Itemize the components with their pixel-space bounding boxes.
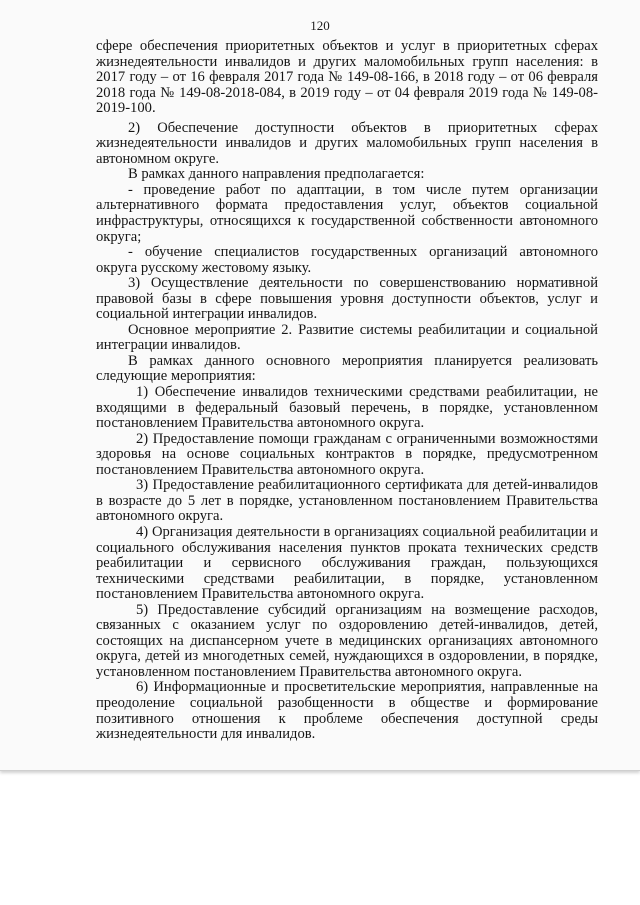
page-number: 120 (310, 18, 330, 33)
paragraph-bullet-training: - обучение специалистов государственных организаций автономного округа русскому жестовому языку. (96, 244, 598, 276)
paragraph-measure-3: 3) Предоставление реабилитационного сертификата для детей-инвалидов в возрасте до 5 лет в порядке, установленном постановлением Правительства автономного округа. (96, 477, 598, 525)
paragraph-measure-2: 2) Предоставление помощи гражданам с ограниченными возможностями здоровья на основе социальных контрактов в порядке, предусмотренном постановлением Правительства автономного округа. (96, 430, 598, 478)
paragraph-bullet-adaptation: - проведение работ по адаптации, в том числе путем организации альтернативного формата предоставления услуг, объектов социальной инфраструктуры, относящихся к государственной собственности автономного округа; (96, 181, 598, 245)
paragraph-direction-intro: В рамках данного направления предполагается: (128, 166, 425, 183)
paragraph-main-activity-2: Основное мероприятие 2. Развитие системы реабилитации и социальной интеграции инвалидов. (96, 321, 598, 354)
paragraph-continuation: сфере обеспечения приоритетных объектов и услуг в приоритетных сферах жизнедеятельности инвалидов и других маломобильных групп населения: в 2017 году – от 16 февраля 2017 года № 149-08-166, в 2018 году – от 06 февраля 2018 года № 149-08-2018-084, в 2019 году – от 04 февраля 2019 года № 149-08-2019-100. (96, 38, 598, 117)
paragraph-item-2: 2) Обеспечение доступности объектов в приоритетных сферах жизнедеятельности инвалидов и других маломобильных групп населения в автономном округе. (96, 119, 598, 167)
paragraph-measure-1: 1) Обеспечение инвалидов техническими средствами реабилитации, не входящими в федеральный базовый перечень, в порядке, установленном постановлением Правительства автономного округа. (96, 384, 598, 432)
paragraph-measure-5: 5) Предоставление субсидий организациям на возмещение расходов, связанных с оказанием услуг по оздоровлению детей-инвалидов, детей, состоящих на диспансерном учете в медицинских организациях автономного округа, детей из многодетных семей, нуждающихся в оздоровлении, в порядке, установленном постановлением Правительства автономного округа. (96, 601, 598, 680)
paragraph-activity-intro: В рамках данного основного мероприятия планируется реализовать следующие мероприятия: (96, 352, 598, 385)
paragraph-measure-6: 6) Информационные и просветительские мероприятия, направленные на преодоление социальной разобщенности в обществе и формирование позитивного отношения к проблеме обеспечения доступной среды жизнедеятельности для инвалидов. (96, 679, 598, 743)
page-body (96, 39, 598, 743)
paragraph-measure-4: 4) Организация деятельности в организациях социальной реабилитации и социального обслуживания населения пунктов проката технических средств реабилитации и сервисного обслуживания граждан, пользующихся техническими средствами реабилитации, в порядке, установленном постановлением Правительства автономного округа. (96, 523, 598, 603)
paragraph-item-3: 3) Осуществление деятельности по совершенствованию нормативной правовой базы в сфере повышения уровня доступности объектов, услуг и социальной интеграции инвалидов. (96, 275, 598, 323)
